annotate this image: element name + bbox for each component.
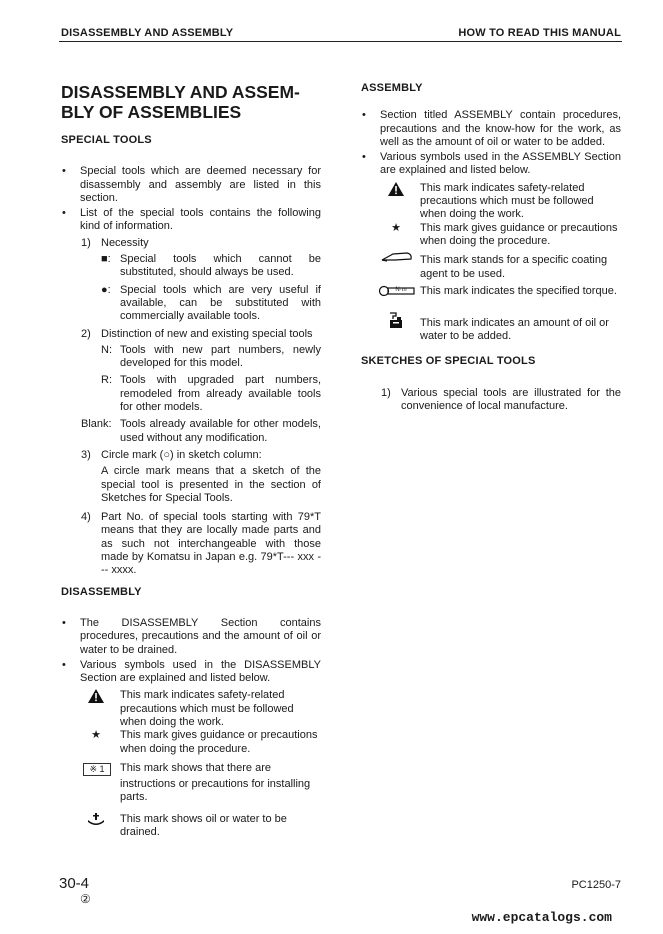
warning-triangle-icon	[381, 182, 411, 200]
assembly-heading: ASSEMBLY	[361, 82, 423, 94]
assembly-fill-entry	[361, 317, 621, 344]
disassembly-bullet-1: • The DISASSEMBLY Section contains procedures, precautions and the amount of oil or water to be drained.	[61, 617, 321, 657]
special-tools-heading: SPECIAL TOOLS	[61, 134, 152, 146]
assembly-bullet-2: • Various symbols used in the ASSEMBLY Section are explained and listed below.	[361, 151, 621, 178]
assembly-warning-entry	[361, 182, 621, 222]
torque-wrench-icon	[379, 285, 415, 295]
page-title-line2: BLY OF ASSEMBLIES	[61, 102, 242, 122]
item-number: 1)	[81, 236, 91, 249]
necessity-square-item	[61, 253, 321, 280]
sketches-item	[361, 387, 621, 414]
sub-text: Tools already available for other models, used without any modification.	[120, 418, 321, 444]
symbol-text: This mark gives guidance or precautions when doing the procedure.	[120, 729, 318, 755]
n-mark: N:	[101, 343, 112, 356]
r-mark: R:	[101, 374, 112, 387]
coating-agent-icon	[381, 250, 411, 268]
page-title-line1: DISASSEMBLY AND ASSEM-	[61, 82, 300, 102]
square-mark: ■:	[101, 253, 111, 266]
header-section-title: DISASSEMBLY AND ASSEMBLY	[61, 27, 234, 39]
assembly-bullet-1: • Section titled ASSEMBLY contain procedures, precautions and the know-how for the work, as well as the amount of oil or water to be added.	[361, 109, 621, 149]
assembly-star-entry	[361, 222, 621, 249]
item-text: Part No. of special tools starting with 79*T means that they are locally made parts and as such not interchangeable with those made by Komatsu in Japan e.g. 79*T--- xxx --- xxxx.	[101, 511, 321, 577]
model-number: PC1250-7	[571, 879, 621, 891]
page-title	[61, 82, 321, 122]
warning-triangle-icon	[81, 689, 111, 707]
disassembly-heading: DISASSEMBLY	[61, 585, 142, 598]
symbol-text: This mark stands for a specific coating agent to be used.	[420, 254, 608, 280]
circle-mark-item	[61, 449, 321, 462]
star-icon: ★	[91, 729, 101, 742]
revision-mark: ②	[80, 892, 91, 906]
symbol-text: This mark indicates safety-related precautions which must be followed when doing the work.	[420, 181, 594, 221]
left-column	[61, 82, 321, 839]
blank-mark: Blank:	[81, 418, 112, 431]
item-number: 2)	[81, 327, 91, 340]
disassembly-star-entry	[61, 729, 321, 756]
oil-fill-icon	[381, 311, 411, 333]
item-text: Necessity	[101, 236, 149, 249]
right-column	[361, 82, 621, 416]
page-number: 30-4	[59, 875, 90, 892]
sketches-heading: SKETCHES OF SPECIAL TOOLS	[361, 355, 536, 368]
symbol-text: This mark indicates an amount of oil or water to be added.	[420, 316, 609, 343]
symbol-text-line1: This mark shows that there are	[120, 761, 272, 774]
disassembly-bullet-2: • Various symbols used in the DISASSEMBLY Section are explained and listed below.	[61, 659, 321, 686]
item-text: Various special tools are illustrated for the convenience of local manufacture.	[401, 386, 621, 413]
disassembly-warning-entry	[61, 689, 321, 729]
distinction-n-item	[61, 344, 321, 371]
special-tools-bullet-2: • List of the special tools contains the following kind of information.	[61, 207, 321, 234]
disassembly-drain-entry	[61, 813, 321, 840]
website-watermark: www.epcatalogs.com	[471, 910, 612, 925]
necessity-circle-item	[61, 284, 321, 324]
distinction-item	[61, 328, 321, 341]
symbol-text: This mark shows oil or water to be drained.	[120, 812, 287, 839]
item-number: 4)	[81, 511, 91, 524]
sub-text: Special tools which cannot be substituted, should always be used.	[120, 253, 321, 279]
item-number: 3)	[81, 448, 91, 461]
note-reference-icon: ※ 1	[83, 763, 111, 776]
circle-mark-explanation: A circle mark means that a sketch of the special tool is presented in the section of Sketches for Special Tools.	[101, 465, 321, 504]
sub-text: Special tools which are very useful if available, can be substituted with commercially available tools.	[120, 283, 321, 323]
header-divider	[59, 41, 622, 42]
symbol-text-rest: instructions or precautions for installing parts.	[120, 778, 311, 804]
assembly-coating-entry	[361, 254, 621, 281]
part-number-item	[61, 511, 321, 577]
distinction-r-item	[61, 374, 321, 414]
distinction-blank-item	[61, 418, 321, 445]
item-number: 1)	[381, 386, 391, 399]
assembly-torque-entry	[361, 285, 621, 311]
sub-text: Tools with new part numbers, newly developed for this model.	[120, 343, 321, 370]
symbol-text: This mark indicates the specified torque.	[420, 284, 617, 297]
necessity-item	[61, 237, 321, 250]
torque-icon-label: N·m	[395, 286, 407, 293]
star-icon: ★	[391, 221, 401, 234]
oil-drain-icon	[81, 813, 111, 831]
circle-mark: ●:	[101, 283, 111, 296]
symbol-text: This mark indicates safety-related precautions which must be followed when doing the work.	[120, 689, 294, 728]
special-tools-bullet-1: • Special tools which are deemed necessary for disassembly and assembly are listed in this section.	[61, 165, 321, 205]
item-text: Distinction of new and existing special tools	[101, 327, 313, 340]
symbol-text: This mark gives guidance or precautions when doing the procedure.	[420, 221, 618, 247]
item-text: Circle mark (○) in sketch column:	[101, 448, 262, 461]
disassembly-note-entry	[61, 762, 321, 805]
header-manual-title: HOW TO READ THIS MANUAL	[458, 27, 621, 39]
sub-text: Tools with upgraded part numbers, remodeled from already available tools for other models.	[120, 374, 321, 414]
